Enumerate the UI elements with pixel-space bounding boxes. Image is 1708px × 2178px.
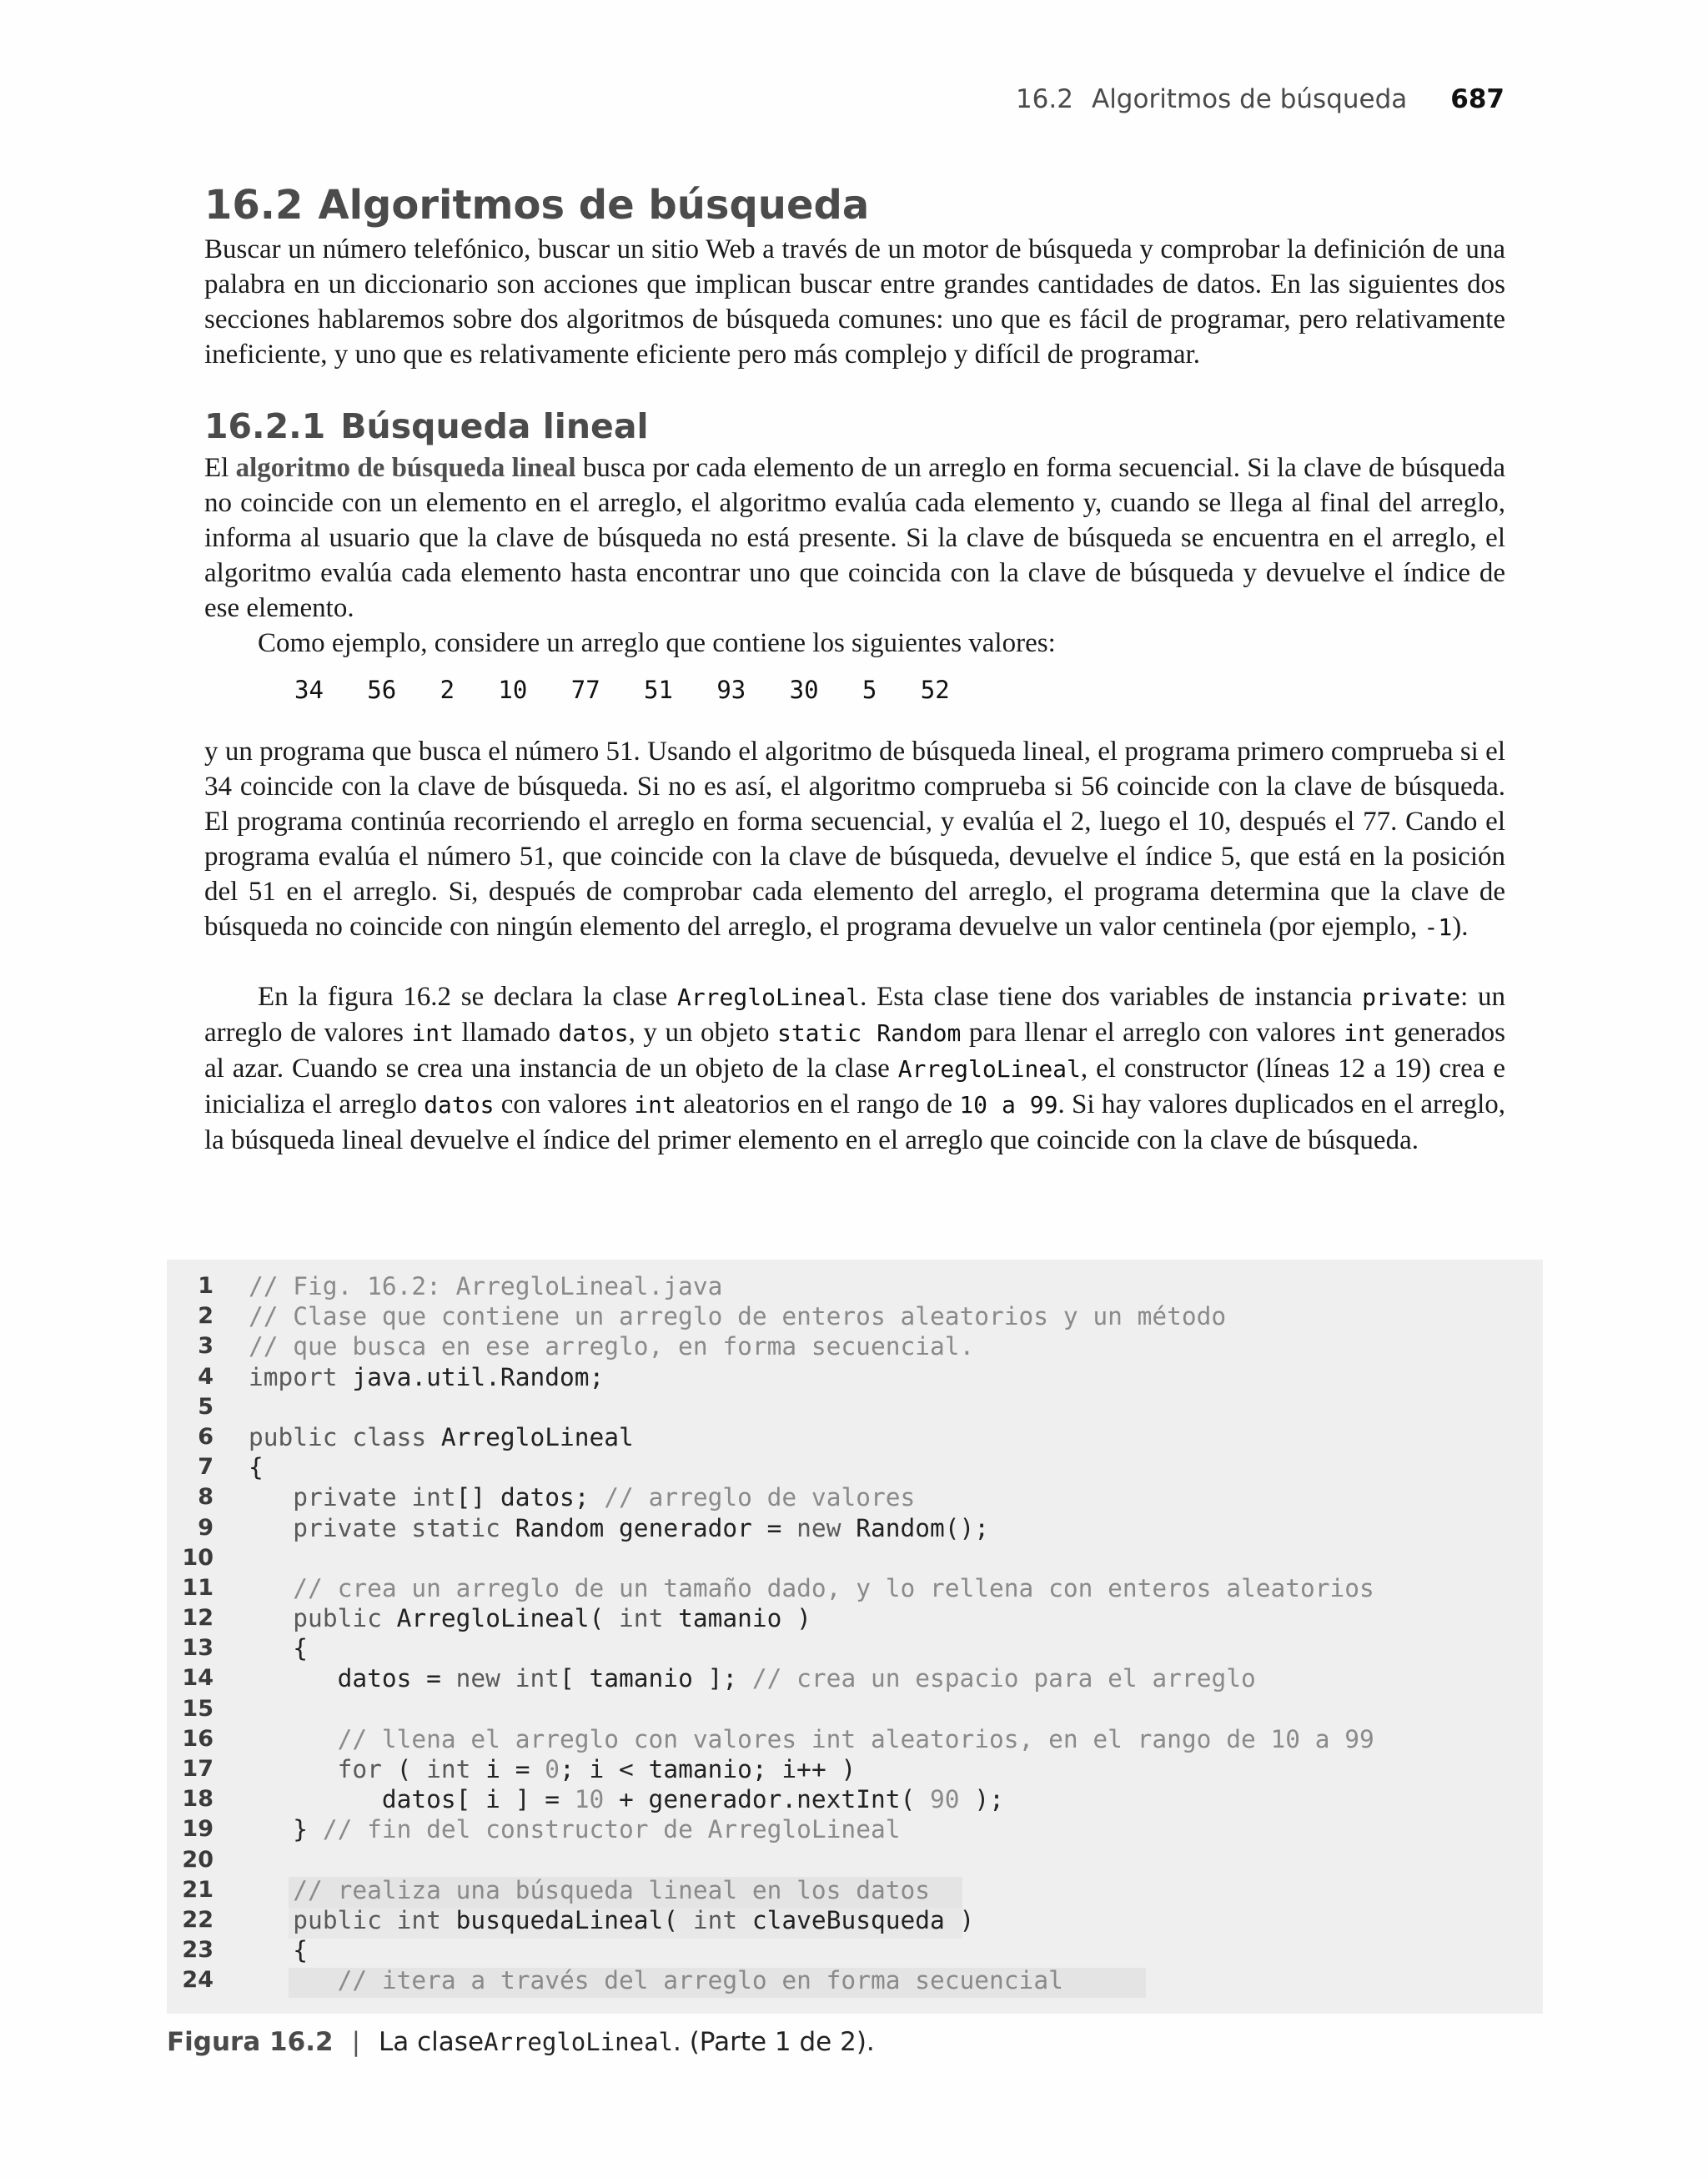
section-intro-paragraph: Buscar un número telefónico, buscar un sitio Web a través de un motor de búsqueda y comprobar la definición de una palabra en un diccionario son acciones que implican buscar entre grandes cantidades de datos. En las siguientes dos secciones hablaremos sobre dos algoritmos de búsqueda comunes: uno que es fácil de programar, pero relativamente ineficiente, y uno que es relativamente eficiente pero más complejo y difícil de programar. xyxy=(204,234,1505,370)
line-number: 24 xyxy=(182,1967,214,1994)
code-token: ; i < tamanio; i++ ) xyxy=(560,1755,857,1783)
running-head xyxy=(1016,84,1505,114)
inline-code: private xyxy=(1362,983,1461,1011)
line-number: 5 xyxy=(198,1393,214,1420)
code-text xyxy=(249,1422,634,1452)
inline-code: int xyxy=(634,1091,676,1119)
paragraph-text: , y un objeto xyxy=(628,1018,777,1048)
code-text xyxy=(249,1452,264,1482)
code-line xyxy=(167,1935,1374,1965)
code-token xyxy=(249,1574,293,1602)
code-token: tamanio ) xyxy=(678,1604,811,1633)
page-number: 687 xyxy=(1450,84,1505,114)
running-head-section: 16.2 xyxy=(1015,84,1073,114)
caption-text: . (Parte 1 de 2). xyxy=(673,2027,875,2057)
code-token xyxy=(249,1604,293,1632)
code-comment: // fin del constructor de ArregloLineal xyxy=(322,1815,901,1844)
code-keyword: private static xyxy=(293,1513,515,1542)
line-number: 23 xyxy=(182,1937,214,1964)
code-line xyxy=(167,1965,1374,1995)
inline-code: static Random xyxy=(776,1019,962,1047)
code-text xyxy=(249,1573,1374,1603)
paragraph-text: . Si hay valores duplicados en el arreglo, la búsqueda lineal devuelve el índice del primer elemento en el arreglo que coincide con la clave de búsqueda. xyxy=(204,1089,1506,1155)
code-keyword: for xyxy=(337,1755,397,1783)
code-line xyxy=(167,1875,1374,1905)
line-number: 12 xyxy=(182,1605,214,1632)
code-text xyxy=(249,1784,1004,1814)
paragraph-text: El xyxy=(204,453,236,483)
code-line xyxy=(167,1814,1374,1844)
code-token: busquedaLineal( xyxy=(455,1905,693,1934)
figure-description-paragraph xyxy=(204,979,1505,1158)
line-number: 17 xyxy=(182,1756,214,1782)
code-number: 10 xyxy=(574,1785,620,1814)
code-comment: // realiza una búsqueda lineal en los datos xyxy=(293,1875,930,1904)
subsection-title: Búsqueda lineal xyxy=(340,406,649,446)
section-heading xyxy=(204,182,869,229)
paragraph-text: En la figura 16.2 se declara la clase xyxy=(258,982,677,1012)
code-line xyxy=(167,1573,1374,1603)
code-text xyxy=(249,1875,930,1905)
code-token: { xyxy=(249,1453,264,1482)
line-number: 15 xyxy=(182,1695,214,1722)
code-keyword: new int xyxy=(455,1664,560,1693)
code-text xyxy=(249,1663,1256,1693)
paragraph-text: para llenar el arreglo con valores xyxy=(961,1018,1344,1048)
line-number: 1 xyxy=(198,1273,214,1299)
code-comment: // llena el arreglo con valores int aleatorios, en el rango de 10 a 99 xyxy=(337,1724,1374,1753)
code-keyword: private int xyxy=(293,1483,456,1512)
line-number: 14 xyxy=(182,1665,214,1692)
code-text xyxy=(249,1271,722,1301)
inline-code: int xyxy=(411,1019,455,1047)
code-line xyxy=(167,1392,1374,1422)
code-token xyxy=(249,1966,338,1994)
running-head-title: Algoritmos de búsqueda xyxy=(1091,84,1408,114)
code-token xyxy=(249,1725,338,1753)
code-comment: // Clase que contiene un arreglo de enteros aleatorios y un método xyxy=(249,1302,1227,1331)
code-comment: // crea un espacio para el arreglo xyxy=(751,1664,1256,1693)
line-number: 20 xyxy=(182,1846,214,1873)
code-comment: // Fig. 16.2: ArregloLineal.java xyxy=(249,1272,723,1300)
code-text xyxy=(249,1905,974,1935)
paragraph-text: : un arreglo de valores xyxy=(204,982,1505,1048)
line-number: 6 xyxy=(198,1423,214,1450)
code-keyword: public xyxy=(293,1604,397,1633)
code-line xyxy=(167,1271,1374,1301)
inline-code: -1 xyxy=(1424,913,1453,941)
code-keyword: public class xyxy=(249,1422,441,1451)
code-text xyxy=(249,1724,1374,1754)
code-comment: // arreglo de valores xyxy=(604,1483,916,1512)
code-line xyxy=(167,1452,1374,1482)
subsection-heading xyxy=(204,406,649,446)
line-number: 10 xyxy=(182,1544,214,1571)
line-number: 8 xyxy=(198,1484,214,1511)
code-token xyxy=(249,1906,293,1934)
code-token: ( xyxy=(396,1755,427,1783)
code-line xyxy=(167,1663,1374,1693)
code-token: [ tamanio ]; xyxy=(559,1664,752,1693)
paragraph-text: generados al azar. Cuando se crea una instancia de un objeto de la clase xyxy=(204,1018,1505,1084)
section-title: Algoritmos de búsqueda xyxy=(318,182,870,229)
code-line xyxy=(167,1362,1374,1392)
code-token: java.util.Random; xyxy=(352,1362,605,1391)
code-line xyxy=(167,1633,1374,1663)
code-token: datos[ i ] = xyxy=(249,1785,575,1814)
code-token: ); xyxy=(974,1785,1004,1814)
code-keyword: int xyxy=(619,1604,679,1633)
code-token: { xyxy=(249,1936,309,1965)
figure-label: Figura 16.2 xyxy=(167,2027,334,2057)
inline-code: datos xyxy=(558,1019,629,1047)
key-term: algoritmo de búsqueda lineal xyxy=(235,453,576,483)
line-number: 21 xyxy=(182,1876,214,1903)
paragraph-text: . Esta clase tiene dos variables de instancia xyxy=(860,982,1363,1012)
code-token xyxy=(249,1876,293,1904)
code-text xyxy=(249,1482,915,1512)
code-token: [] datos; xyxy=(455,1483,605,1512)
code-line xyxy=(167,1905,1374,1935)
code-line xyxy=(167,1784,1374,1814)
line-number: 11 xyxy=(182,1574,214,1601)
subsection-number: 16.2.1 xyxy=(204,406,326,446)
code-text xyxy=(249,1754,856,1784)
code-keyword: public int xyxy=(293,1905,456,1934)
code-token: claveBusqueda ) xyxy=(751,1905,975,1934)
line-number: 19 xyxy=(182,1816,214,1843)
code-text xyxy=(249,1965,1063,1995)
line-number: 2 xyxy=(198,1303,214,1330)
code-text xyxy=(249,1935,308,1965)
code-text xyxy=(249,1331,974,1361)
paragraph-text: , el constructor (líneas 12 a 19) crea e inicializa el arreglo xyxy=(204,1054,1505,1119)
code-token: ArregloLineal xyxy=(440,1422,634,1451)
code-token xyxy=(249,1514,293,1542)
line-number: 9 xyxy=(198,1514,214,1541)
line-number: 22 xyxy=(182,1906,214,1933)
code-number: 0 xyxy=(545,1755,560,1783)
code-keyword: import xyxy=(249,1362,353,1391)
linear-search-paragraph xyxy=(204,450,1505,626)
code-token: Random generador = xyxy=(515,1513,797,1542)
paragraph-text: y un programa que busca el número 51. Usando el algoritmo de búsqueda lineal, el programa primero comprueba si el 34 coincide con la clave de búsqueda. Si no es así, el algoritmo comprueba si 56 coincide con la clave de búsqueda. El programa continúa recorriendo el arreglo en forma secuencial, y evalúa el 2, luego el 10, después el 77. Cando el programa evalúa el número 51, que coincide con la clave de búsqueda, devuelve el índice 5, que está en la posición del 51 en el arreglo. Si, después de comprobar cada elemento del arreglo, el programa determina que la clave de búsqueda no coincide con ningún elemento del arreglo, el programa devuelve un valor centinela (por ejemplo, xyxy=(204,737,1505,942)
code-comment: // que busca en ese arreglo, en forma secuencial. xyxy=(249,1332,975,1361)
code-token: datos = xyxy=(249,1664,456,1693)
code-token: i = xyxy=(485,1755,545,1783)
paragraph-text: llamado xyxy=(454,1018,559,1048)
code-line xyxy=(167,1603,1374,1633)
code-keyword: int xyxy=(692,1905,752,1934)
code-line xyxy=(167,1331,1374,1361)
code-text xyxy=(249,1513,989,1543)
line-number: 4 xyxy=(198,1363,214,1390)
line-number: 3 xyxy=(198,1333,214,1360)
code-line xyxy=(167,1543,1374,1573)
code-keyword: int xyxy=(426,1755,486,1783)
code-token: { xyxy=(249,1634,309,1663)
code-line xyxy=(167,1482,1374,1512)
paragraph-text: ). xyxy=(1452,912,1469,942)
code-comment: // crea un arreglo de un tamaño dado, y lo rellena con enteros aleatorios xyxy=(293,1573,1374,1602)
code-line xyxy=(167,1301,1374,1331)
inline-code: ArregloLineal xyxy=(676,983,861,1011)
code-text xyxy=(249,1814,900,1844)
code-token: + generador.nextInt( xyxy=(619,1785,931,1814)
line-number: 13 xyxy=(182,1635,214,1662)
caption-separator: | xyxy=(351,2027,361,2057)
line-number: 7 xyxy=(198,1454,214,1481)
code-line xyxy=(167,1422,1374,1452)
example-intro-paragraph: Como ejemplo, considere un arreglo que contiene los siguientes valores: xyxy=(258,628,1056,658)
example-values: 34 56 2 10 77 51 93 30 5 52 xyxy=(294,676,950,704)
inline-code: datos xyxy=(424,1091,495,1119)
caption-code: ArregloLineal xyxy=(484,2028,673,2056)
code-line xyxy=(167,1694,1374,1724)
caption-text: La clase xyxy=(379,2027,485,2057)
code-text xyxy=(249,1603,811,1633)
line-number: 16 xyxy=(182,1725,214,1752)
inline-code: int xyxy=(1344,1019,1386,1047)
code-token xyxy=(249,1755,338,1783)
code-line xyxy=(167,1513,1374,1543)
inline-code: ArregloLineal xyxy=(897,1055,1081,1083)
code-text xyxy=(249,1362,604,1392)
code-token: ArregloLineal( xyxy=(396,1604,620,1633)
figure-caption xyxy=(167,2027,875,2057)
paragraph-text: aleatorios en el rango de xyxy=(676,1089,960,1119)
code-number: 90 xyxy=(930,1785,975,1814)
line-number: 18 xyxy=(182,1786,214,1813)
code-line xyxy=(167,1724,1374,1754)
paragraph-text: busca por cada elemento de un arreglo en forma secuencial. Si la clave de búsqueda no coincide con un elemento en el arreglo, el algoritmo evalúa cada elemento y, cuando se llega al final del arreglo, informa al usuario que la clave de búsqueda no está presente. Si la clave de búsqueda se encuentra en el arreglo, el algoritmo evalúa cada elemento hasta encontrar uno que coincida con la clave de búsqueda y devuelve el índice de ese elemento. xyxy=(204,453,1505,623)
code-token: Random(); xyxy=(856,1513,990,1542)
section-number: 16.2 xyxy=(204,182,304,229)
example-explanation-paragraph xyxy=(204,734,1505,945)
code-line xyxy=(167,1754,1374,1784)
code-listing xyxy=(167,1271,1374,1996)
inline-code: 10 a 99 xyxy=(959,1091,1058,1119)
code-token: } xyxy=(249,1815,323,1844)
code-text xyxy=(249,1633,308,1663)
code-comment: // itera a través del arreglo en forma secuencial xyxy=(337,1966,1063,1995)
code-text xyxy=(249,1301,1226,1331)
paragraph-text: con valores xyxy=(494,1089,635,1119)
code-keyword: new xyxy=(796,1513,857,1542)
code-token xyxy=(249,1483,293,1512)
code-line xyxy=(167,1845,1374,1875)
